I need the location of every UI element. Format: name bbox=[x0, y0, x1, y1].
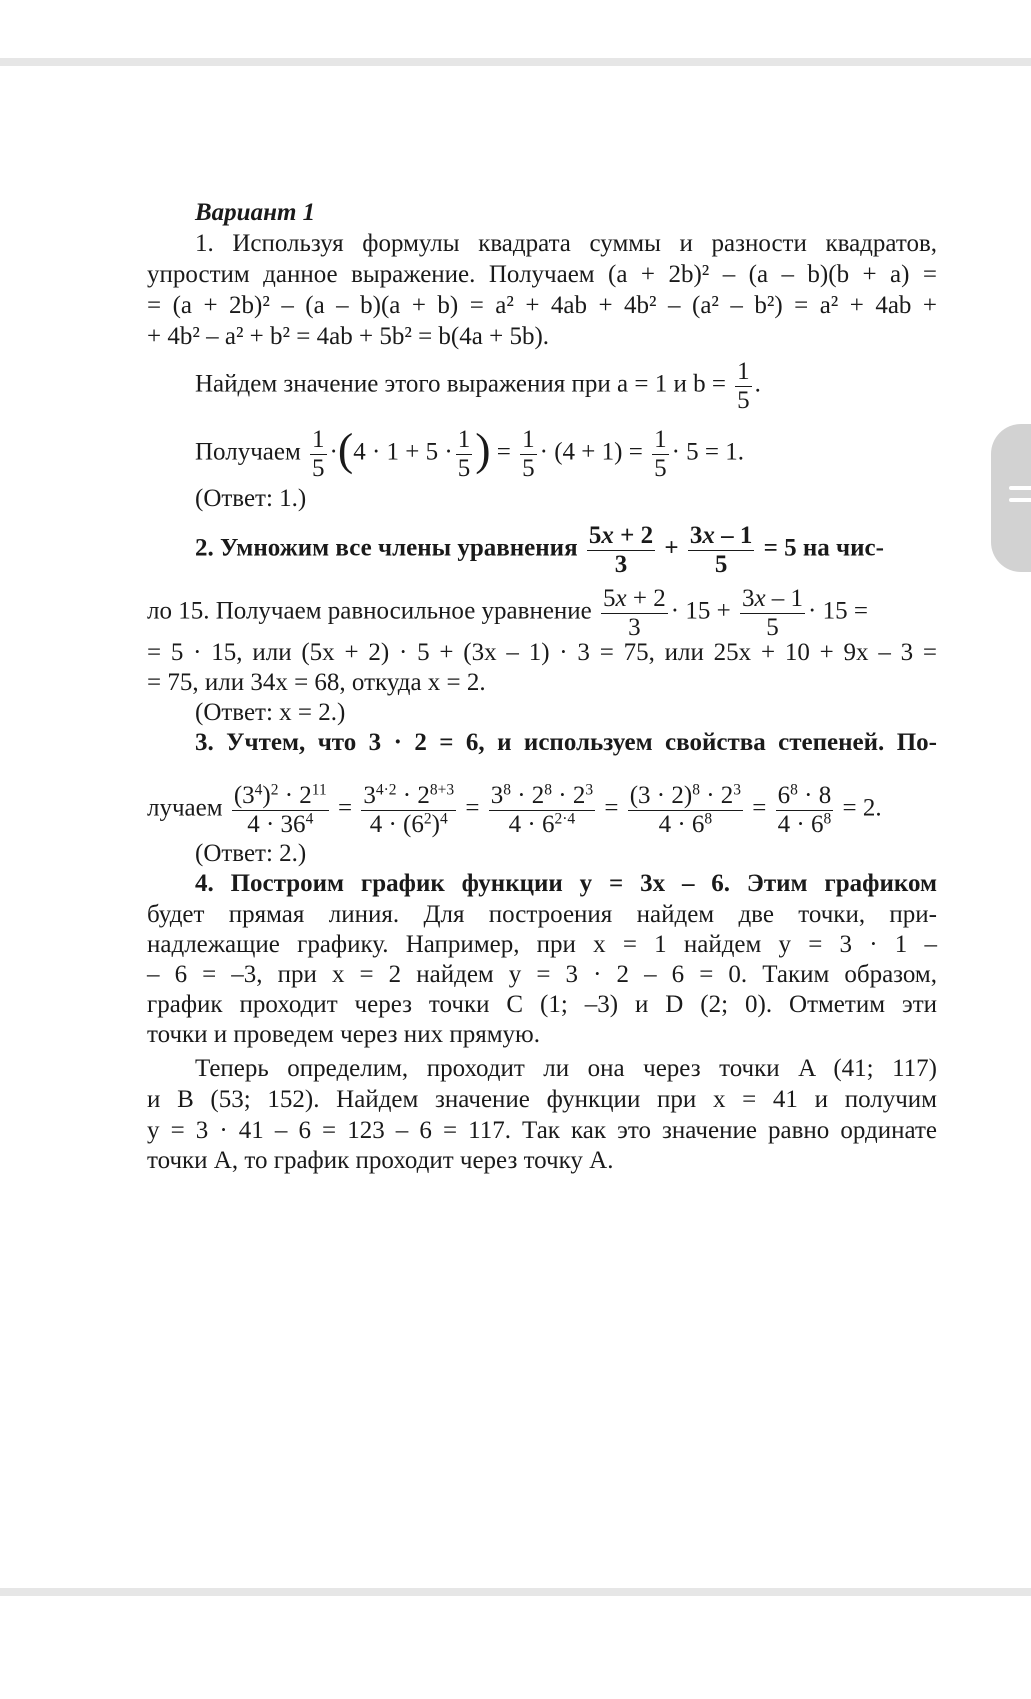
task1-answer: (Ответ: 1.) bbox=[195, 485, 307, 512]
task3-line2-text: лучаем bbox=[147, 794, 223, 822]
task1-line1: 1. Используя формулы квадрата суммы и разности квадратов, bbox=[195, 230, 937, 257]
task1-line5: Найдем значение этого выражения при a = 1 и b = $\frac{1}{5}$ . bbox=[195, 358, 761, 414]
task2-line4: = 75, или 34x = 68, откуда x = 2. bbox=[147, 669, 486, 696]
menu-icon bbox=[1009, 486, 1031, 510]
task4-line3: надлежащие графику. Например, при x = 1 найдем y = 3 · 1 – bbox=[147, 931, 937, 958]
fraction-one-fifth: $\frac{1}{5}$ bbox=[737, 358, 750, 414]
variant-title: Вариант 1 bbox=[195, 199, 316, 226]
task4-cont-line2: и B (53; 152). Найдем значение функции при x = 41 и получим bbox=[147, 1086, 937, 1113]
task2-line2-text: ло 15. Получаем равносильное уравнение bbox=[147, 597, 592, 625]
task1-line2: упростим данное выражение. Получаем (a + 2b)² – (a – b)(b + a) = bbox=[147, 261, 937, 288]
task2-answer: (Ответ: x = 2.) bbox=[195, 699, 346, 726]
task2-line1-end: = 5 на чис- bbox=[763, 534, 884, 562]
task2-line1: 2. Умножим все члены уравнения $\frac{5x + 2}{3}$ + $\frac{3x - 1}{5}$ = 5 на чис- bbox=[195, 522, 884, 578]
task2-line1-text: 2. Умножим все члены уравнения bbox=[195, 534, 578, 562]
task4-cont-line1: Теперь определим, проходит ли она через точки A (41; 117) bbox=[195, 1055, 937, 1082]
task4-cont-line3: y = 3 · 41 – 6 = 123 – 6 = 117. Так как это значение равно ординате bbox=[147, 1117, 937, 1144]
task3-line2: лучаем $\frac{(3^4)^2 \cdot 2^{11}}{4 \cdot 36^4}$ = $\frac{3^{4\cdot 2} \cdot 2^{8+3}}{4 \cdot (6^2)^4}$ = $\frac{3^8 \cdot 2^8 \cdot 2^3}{4 \cdot 6^{2\cdot 4}}$ = $\frac{(3 \cdot 2)^8 \cdot 2^3}{4 \cdot 6^8}$ = $\frac{6^8 \cdot 8}{4 \cdot 6^8}$ = 2. bbox=[147, 781, 882, 838]
side-drawer-handle[interactable] bbox=[991, 424, 1031, 572]
task4-line4: – 6 = –3, при x = 2 найдем y = 3 · 2 – 6 = 0. Таким образом, bbox=[147, 961, 937, 988]
top-divider-band bbox=[0, 58, 1031, 66]
task3-answer: (Ответ: 2.) bbox=[195, 840, 307, 867]
task1-line6-label: Получаем bbox=[195, 438, 301, 466]
task4-cont-line4: точки A, то график проходит через точку A. bbox=[147, 1147, 614, 1174]
task1-line5-text: Найдем значение этого выражения при a = 1 и b = bbox=[195, 370, 726, 398]
task4-line6: точки и проведем через них прямую. bbox=[147, 1021, 540, 1048]
bottom-divider-band bbox=[0, 1588, 1031, 1596]
task4-line1: 4. Построим график функции y = 3x – 6. Этим графиком bbox=[195, 870, 937, 897]
task4-line2: будет прямая линия. Для построения найдем две точки, при- bbox=[147, 901, 937, 928]
task1-line4: + 4b² – a² + b² = 4ab + 5b² = b(4a + 5b). bbox=[147, 323, 550, 350]
task1-line6: Получаем $\frac{1}{5}$ ·(4 · 1 + 5 · $\frac{1}{5}$ ) = $\frac{1}{5}$ · (4 + 1) = $\frac{1}{5}$ · 5 = 1. bbox=[195, 423, 745, 482]
task1-line3: = (a + 2b)² – (a – b)(a + b) = a² + 4ab + 4b² – (a² – b²) = a² + 4ab + bbox=[147, 292, 937, 319]
task2-line2: ло 15. Получаем равносильное уравнение $\frac{5x + 2}{3}$ · 15 + $\frac{3x - 1}{5}$ · 15 = bbox=[147, 585, 868, 641]
task3-line1: 3. Учтем, что 3 · 2 = 6, и используем свойства степеней. По- bbox=[195, 729, 937, 756]
task4-line5: график проходит через точки C (1; –3) и D (2; 0). Отметим эти bbox=[147, 991, 937, 1018]
task2-line3: = 5 · 15, или (5x + 2) · 5 + (3x – 1) · 3 = 75, или 25x + 10 + 9x – 3 = bbox=[147, 639, 937, 666]
